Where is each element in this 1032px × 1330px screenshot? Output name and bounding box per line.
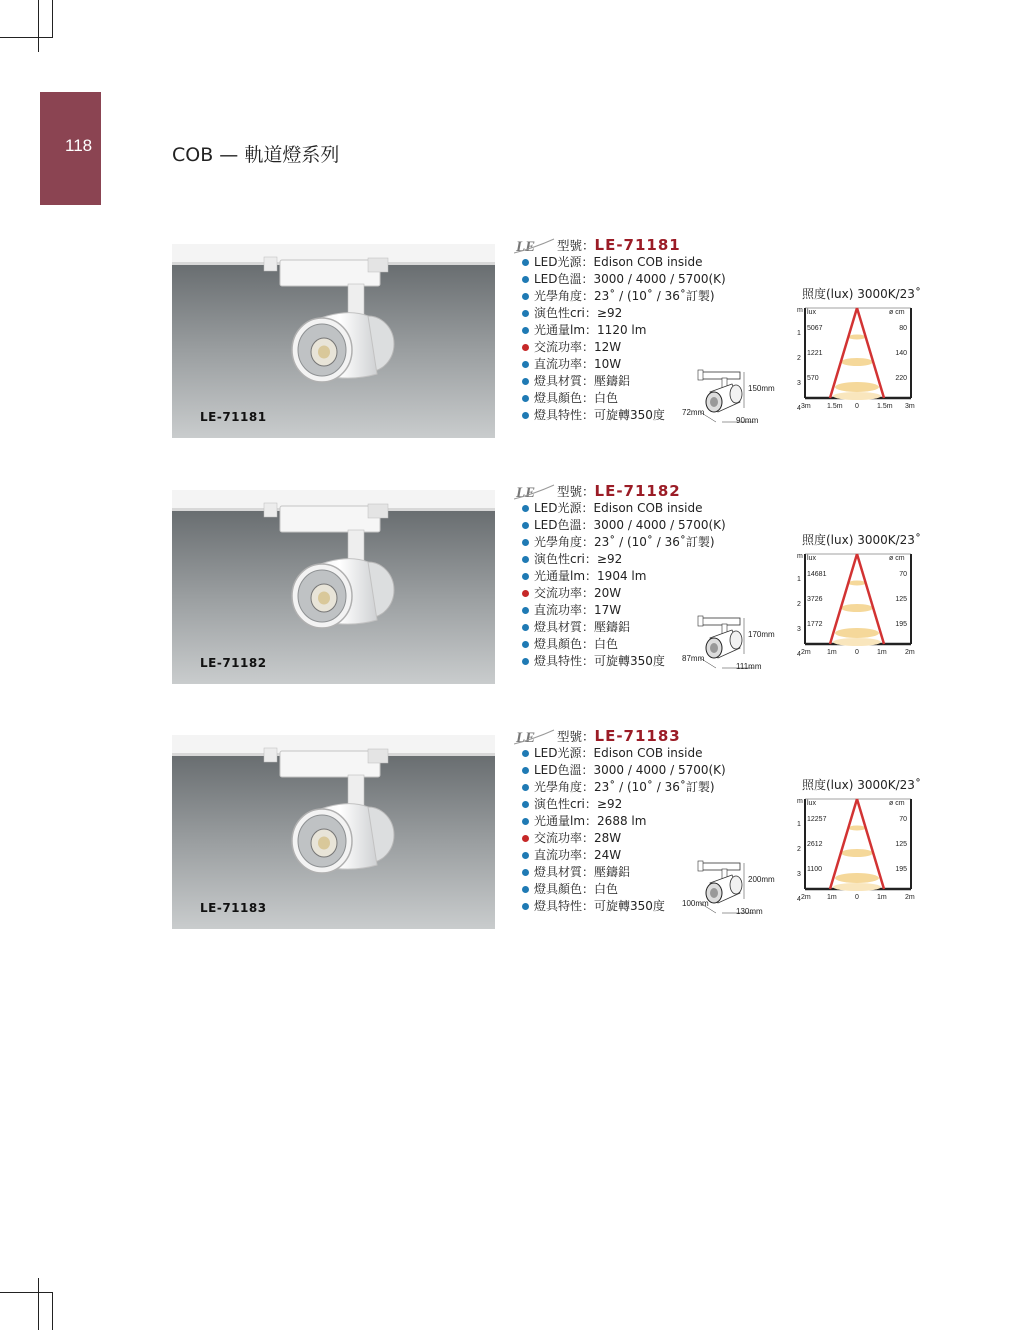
beam-ring-1 bbox=[848, 826, 866, 831]
model-label: 型號 bbox=[557, 484, 583, 499]
beam-ring-2 bbox=[841, 849, 873, 857]
distance-head: m bbox=[797, 553, 803, 560]
spec-ac-power: 交流功率：12W bbox=[522, 339, 726, 356]
diam-value-1: 80 bbox=[899, 325, 907, 332]
spec-lumen: 光通量lm：1120 lm bbox=[522, 322, 726, 339]
model-line bbox=[557, 482, 681, 500]
bullet-icon bbox=[522, 327, 529, 334]
bullet-icon bbox=[522, 903, 529, 910]
crop-mark-bottom-v2 bbox=[52, 1292, 53, 1330]
bullet-icon bbox=[522, 750, 529, 757]
spec-color-temp: LED色溫：3000 / 4000 / 5700(K) bbox=[522, 271, 726, 288]
bullet-icon bbox=[522, 310, 529, 317]
model-separator: ： bbox=[582, 484, 595, 499]
bullet-icon bbox=[522, 852, 529, 859]
lux-value-2: 3726 bbox=[807, 596, 823, 603]
le-logo-icon bbox=[514, 727, 556, 747]
photometric-title: 照度(lux) 3000K/23˚ bbox=[802, 533, 921, 547]
beam-ring-3 bbox=[835, 873, 879, 883]
x-tick-1: 2m bbox=[801, 894, 811, 901]
bullet-icon bbox=[522, 556, 529, 563]
lux-value-1: 5067 bbox=[807, 325, 823, 332]
spec-body-color: 燈具顏色：白色 bbox=[522, 881, 726, 898]
model-line bbox=[557, 236, 681, 254]
photometric-chart bbox=[795, 530, 920, 680]
distance-2: 2 bbox=[797, 846, 801, 853]
dimension-height: 150mm bbox=[748, 384, 775, 393]
crop-mark-bottom-h bbox=[0, 1292, 52, 1293]
distance-2: 2 bbox=[797, 601, 801, 608]
model-separator: ： bbox=[582, 238, 595, 253]
dimension-depth: 100mm bbox=[682, 899, 709, 908]
spec-material: 燈具材質：壓鑄鋁 bbox=[522, 619, 726, 636]
beam-ring-2 bbox=[841, 358, 873, 366]
crop-mark-top-v bbox=[38, 0, 39, 52]
bullet-icon bbox=[522, 818, 529, 825]
crop-mark-top-v2 bbox=[52, 0, 53, 38]
x-tick-2: 1m bbox=[827, 649, 837, 656]
diam-head: ø cm bbox=[889, 800, 905, 807]
distance-4: 4 bbox=[797, 651, 801, 658]
photo-model-label: LE-71181 bbox=[200, 410, 267, 424]
lux-value-2: 2612 bbox=[807, 841, 823, 848]
lux-head: lux bbox=[807, 555, 816, 562]
lux-value-2: 1221 bbox=[807, 350, 823, 357]
svg-text:LE: LE bbox=[516, 239, 536, 255]
lux-value-3: 570 bbox=[807, 375, 819, 382]
spec-lumen: 光通量lm：2688 lm bbox=[522, 813, 726, 830]
spec-feature: 燈具特性：可旋轉350度 bbox=[522, 653, 726, 670]
crop-mark-bottom-v bbox=[38, 1278, 39, 1330]
beam-ring-4 bbox=[833, 392, 881, 400]
spec-source: LED光源：Edison COB inside bbox=[522, 254, 726, 271]
bullet-icon bbox=[522, 505, 529, 512]
spec-dc-power: 直流功率：10W bbox=[522, 356, 726, 373]
spec-ac-power: 交流功率：20W bbox=[522, 585, 726, 602]
diam-value-3: 220 bbox=[895, 375, 907, 382]
distance-head: m bbox=[797, 307, 803, 314]
dimension-depth: 87mm bbox=[682, 654, 705, 663]
model-label: 型號 bbox=[557, 238, 583, 253]
bullet-icon bbox=[522, 641, 529, 648]
dimension-width: 111mm bbox=[736, 662, 762, 671]
diam-value-3: 195 bbox=[895, 621, 907, 628]
bullet-icon bbox=[522, 522, 529, 529]
spec-cri: 演色性cri：≥92 bbox=[522, 305, 726, 322]
lux-head: lux bbox=[807, 309, 816, 316]
photometric-chart bbox=[795, 775, 920, 925]
bullet-icon bbox=[522, 293, 529, 300]
diam-head: ø cm bbox=[889, 555, 905, 562]
le-logo-icon bbox=[514, 482, 556, 502]
spec-beam-angle: 光學角度：23˚ / (10˚ / 36˚訂製) bbox=[522, 779, 726, 796]
bullet-icon bbox=[522, 784, 529, 791]
spec-body-color: 燈具顏色：白色 bbox=[522, 636, 726, 653]
x-tick-4: 1m bbox=[877, 894, 887, 901]
beam-ring-2 bbox=[841, 604, 873, 612]
photo-model-label: LE-71182 bbox=[200, 656, 267, 670]
x-tick-4: 1m bbox=[877, 649, 887, 656]
spec-material: 燈具材質：壓鑄鋁 bbox=[522, 864, 726, 881]
x-tick-3: 0 bbox=[855, 649, 859, 656]
spec-source: LED光源：Edison COB inside bbox=[522, 500, 726, 517]
distance-3: 3 bbox=[797, 871, 801, 878]
beam-ring-4 bbox=[833, 883, 881, 891]
bullet-icon bbox=[522, 395, 529, 402]
lux-value-1: 14681 bbox=[807, 571, 827, 578]
dimension-width: 130mm bbox=[736, 907, 763, 916]
beam-ring-1 bbox=[848, 335, 866, 340]
svg-text:LE: LE bbox=[516, 730, 536, 746]
bullet-icon bbox=[522, 361, 529, 368]
product-photo bbox=[172, 244, 495, 438]
dimension-depth: 72mm bbox=[682, 408, 705, 417]
diam-value-2: 125 bbox=[895, 596, 907, 603]
model-label: 型號 bbox=[557, 729, 583, 744]
photometric-title: 照度(lux) 3000K/23˚ bbox=[802, 287, 921, 301]
dimension-height: 200mm bbox=[748, 875, 775, 884]
distance-2: 2 bbox=[797, 355, 801, 362]
bullet-icon bbox=[522, 378, 529, 385]
distance-1: 1 bbox=[797, 821, 801, 828]
model-line bbox=[557, 727, 681, 745]
dimension-width: 90mm bbox=[736, 416, 759, 425]
spec-lumen: 光通量lm：1904 lm bbox=[522, 568, 726, 585]
spec-beam-angle: 光學角度：23˚ / (10˚ / 36˚訂製) bbox=[522, 534, 726, 551]
spec-dc-power: 直流功率：17W bbox=[522, 602, 726, 619]
model-code: LE-71181 bbox=[594, 236, 681, 254]
diam-value-3: 195 bbox=[895, 866, 907, 873]
x-tick-3: 0 bbox=[855, 894, 859, 901]
model-code: LE-71183 bbox=[594, 727, 681, 745]
diam-value-2: 125 bbox=[895, 841, 907, 848]
distance-4: 4 bbox=[797, 896, 801, 903]
diam-value-2: 140 bbox=[895, 350, 907, 357]
beam-ring-4 bbox=[833, 638, 881, 646]
diam-value-1: 70 bbox=[899, 816, 907, 823]
x-tick-5: 3m bbox=[905, 403, 915, 410]
bullet-icon bbox=[522, 767, 529, 774]
spec-cri: 演色性cri：≥92 bbox=[522, 551, 726, 568]
bullet-red-icon bbox=[522, 344, 529, 351]
diam-value-1: 70 bbox=[899, 571, 907, 578]
x-tick-1: 2m bbox=[801, 649, 811, 656]
product-photo bbox=[172, 735, 495, 929]
x-tick-4: 1.5m bbox=[877, 403, 893, 410]
photo-model-label: LE-71183 bbox=[200, 901, 267, 915]
bullet-red-icon bbox=[522, 835, 529, 842]
spec-material: 燈具材質：壓鑄鋁 bbox=[522, 373, 726, 390]
x-tick-1: 3m bbox=[801, 403, 811, 410]
page-title: COB — 軌道燈系列 bbox=[172, 144, 340, 166]
model-code: LE-71182 bbox=[594, 482, 681, 500]
bullet-icon bbox=[522, 624, 529, 631]
page-number: 118 bbox=[65, 136, 93, 155]
x-tick-5: 2m bbox=[905, 894, 915, 901]
x-tick-5: 2m bbox=[905, 649, 915, 656]
bullet-red-icon bbox=[522, 590, 529, 597]
bullet-icon bbox=[522, 658, 529, 665]
beam-ring-1 bbox=[848, 581, 866, 586]
spec-feature: 燈具特性：可旋轉350度 bbox=[522, 407, 726, 424]
bullet-icon bbox=[522, 573, 529, 580]
spec-source: LED光源：Edison COB inside bbox=[522, 745, 726, 762]
beam-ring-3 bbox=[835, 382, 879, 392]
lux-value-3: 1100 bbox=[807, 866, 823, 873]
distance-1: 1 bbox=[797, 330, 801, 337]
bullet-icon bbox=[522, 869, 529, 876]
product-section bbox=[0, 482, 1032, 690]
bullet-icon bbox=[522, 412, 529, 419]
x-tick-3: 0 bbox=[855, 403, 859, 410]
spec-beam-angle: 光學角度：23˚ / (10˚ / 36˚訂製) bbox=[522, 288, 726, 305]
model-separator: ： bbox=[582, 729, 595, 744]
le-logo-icon bbox=[514, 236, 556, 256]
bullet-icon bbox=[522, 801, 529, 808]
lux-head: lux bbox=[807, 800, 816, 807]
spec-color-temp: LED色溫：3000 / 4000 / 5700(K) bbox=[522, 762, 726, 779]
crop-mark-top-h bbox=[0, 37, 52, 38]
distance-4: 4 bbox=[797, 405, 801, 412]
product-section bbox=[0, 727, 1032, 935]
spec-color-temp: LED色溫：3000 / 4000 / 5700(K) bbox=[522, 517, 726, 534]
bullet-icon bbox=[522, 607, 529, 614]
distance-3: 3 bbox=[797, 626, 801, 633]
bullet-icon bbox=[522, 276, 529, 283]
spec-body-color: 燈具顏色：白色 bbox=[522, 390, 726, 407]
spec-ac-power: 交流功率：28W bbox=[522, 830, 726, 847]
spec-feature: 燈具特性：可旋轉350度 bbox=[522, 898, 726, 915]
bullet-icon bbox=[522, 886, 529, 893]
photometric-chart bbox=[795, 284, 920, 434]
dimension-height: 170mm bbox=[748, 630, 775, 639]
bullet-icon bbox=[522, 539, 529, 546]
diam-head: ø cm bbox=[889, 309, 905, 316]
bullet-icon bbox=[522, 259, 529, 266]
lux-value-3: 1772 bbox=[807, 621, 823, 628]
product-section bbox=[0, 236, 1032, 444]
photometric-title: 照度(lux) 3000K/23˚ bbox=[802, 778, 921, 792]
svg-text:LE: LE bbox=[516, 485, 536, 501]
spec-cri: 演色性cri：≥92 bbox=[522, 796, 726, 813]
x-tick-2: 1m bbox=[827, 894, 837, 901]
distance-1: 1 bbox=[797, 576, 801, 583]
product-photo bbox=[172, 490, 495, 684]
x-tick-2: 1.5m bbox=[827, 403, 843, 410]
spec-dc-power: 直流功率：24W bbox=[522, 847, 726, 864]
lux-value-1: 12257 bbox=[807, 816, 827, 823]
distance-head: m bbox=[797, 798, 803, 805]
beam-ring-3 bbox=[835, 628, 879, 638]
distance-3: 3 bbox=[797, 380, 801, 387]
